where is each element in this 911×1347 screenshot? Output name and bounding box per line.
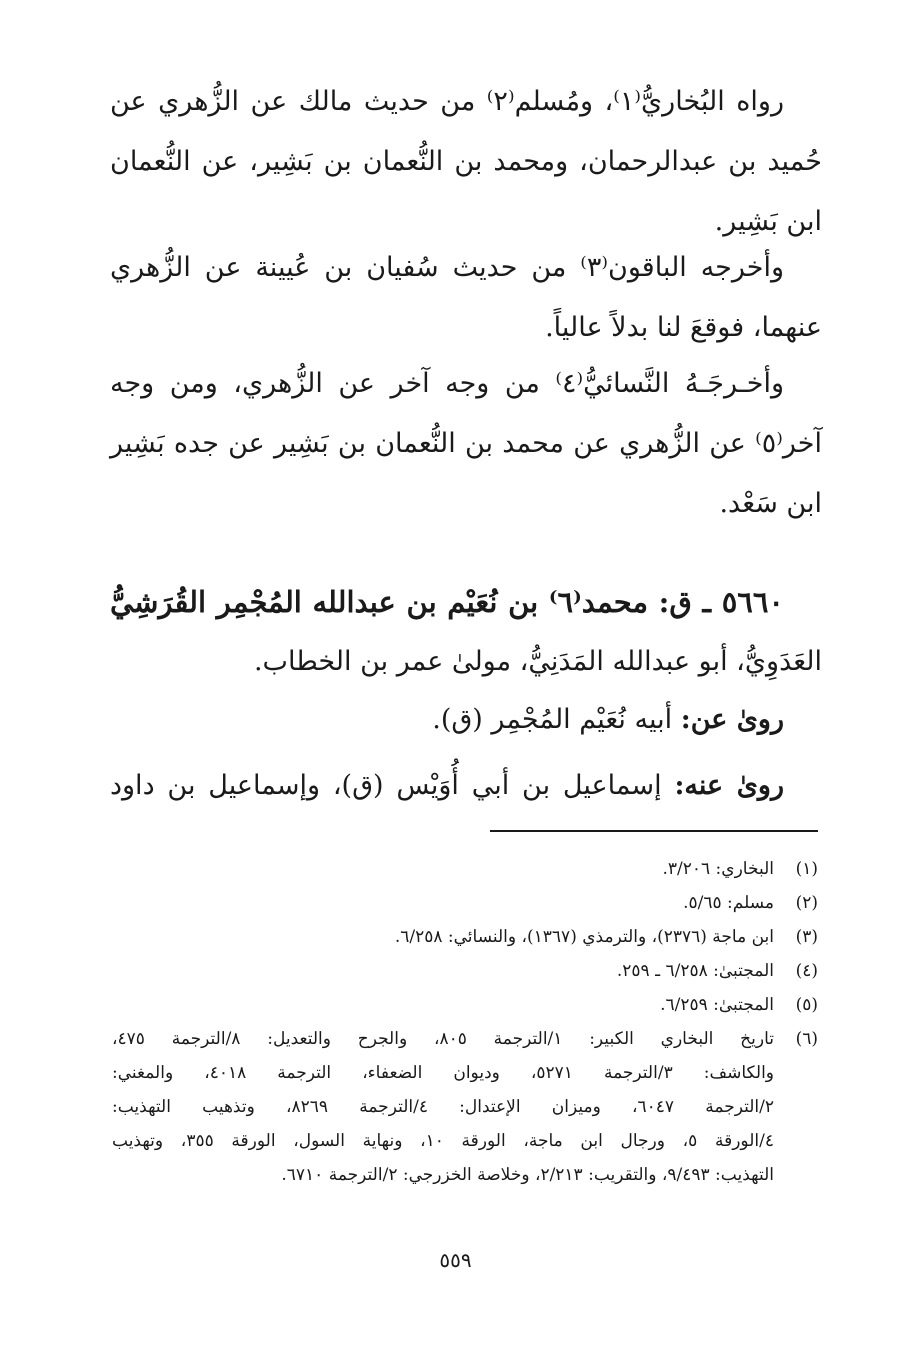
text-line: ابن سَعْد.	[719, 488, 822, 519]
footnote-5	[112, 988, 818, 1022]
footnote-2	[112, 886, 818, 920]
footnote-6	[112, 1022, 818, 1192]
footnote-1	[112, 852, 818, 886]
footnote-text: تاريخ البخاري الكبير: ١/الترجمة ٨٠٥، والجرح والتعديل: ٨/الترجمة ٤٧٥،	[112, 1029, 774, 1049]
text-line: وأخرجه الباقون⁽٣⁾ من حديث سُفيان بن عُيينة عن الزُّهري	[110, 252, 784, 283]
footnote-number: (٤)	[795, 961, 818, 981]
footnote-number: (٢)	[795, 893, 818, 913]
footnote-text: ٢/الترجمة ٦٠٤٧، وميزان الإعتدال: ٤/الترجمة ٨٢٦٩، وتذهيب التهذيب:	[112, 1097, 774, 1117]
footnote-separator	[490, 830, 818, 832]
footnote-text: ٤/الورقة ٥، ورجال ابن ماجة، الورقة ١٠، ونهاية السول، الورقة ٣٥٥، وتهذيب	[112, 1131, 774, 1151]
narrated-from-text: أبيه نُعَيْم المُجْمِر (ق).	[432, 704, 673, 735]
text-line: العَدَوِيُّ، أبو عبدالله المَدَنِيُّ، مولىٰ عمر بن الخطاب.	[253, 646, 822, 677]
text-line	[110, 690, 822, 750]
paragraph-3	[110, 354, 822, 534]
footnote-text: والكاشف: ٣/الترجمة ٥٢٧١، وديوان الضعفاء، الترجمة ٤٠١٨، والمغني:	[112, 1063, 774, 1083]
paragraph-1	[110, 72, 822, 252]
text-line: عنهما، فوقعَ لنا بدلاً عالياً.	[545, 312, 822, 343]
footnote-3	[112, 920, 818, 954]
narrated-from	[110, 690, 822, 750]
footnote-number: (٣)	[795, 927, 818, 947]
narrated-from-label: روىٰ عن:	[680, 704, 784, 735]
footnotes	[112, 852, 818, 1192]
footnote-number: (٥)	[795, 995, 818, 1015]
biography-entry	[110, 572, 822, 692]
footnote-text: البخاري: ٣/٢٠٦.	[662, 859, 774, 879]
footnote-4	[112, 954, 818, 988]
entry-heading: ٥٦٦٠ ـ ق: محمد⁽٦⁾ بن نُعَيْم بن عبدالله المُجْمِر القُرَشِيُّ	[110, 585, 784, 619]
footnote-number: (١)	[795, 859, 818, 879]
page-number: ٥٥٩	[439, 1248, 472, 1272]
narrated-by-text: إسماعيل بن أبي أُوَيْس (ق)، وإسماعيل بن داود	[110, 770, 662, 801]
footnote-text: التهذيب: ٩/٤٩٣، والتقريب: ٢/٢١٣، وخلاصة الخزرجي: ٢/الترجمة ٦٧١٠.	[281, 1165, 774, 1185]
footnote-text: المجتبىٰ: ٦/٢٥٨ ـ ٢٥٩.	[616, 961, 774, 981]
footnote-text: ابن ماجة (٢٣٧٦)، والترمذي (١٣٦٧)، والنسائي: ٦/٢٥٨.	[394, 927, 774, 947]
footnote-text: المجتبىٰ: ٦/٢٥٩.	[660, 995, 774, 1015]
paragraph-2	[110, 238, 822, 358]
text-line	[110, 756, 822, 816]
narrated-by-label: روىٰ عنه:	[674, 770, 784, 801]
narrated-by	[110, 756, 822, 816]
text-line: ابن بَشِير.	[714, 206, 822, 237]
text-line: رواه البُخاريُّ⁽١⁾، ومُسلم⁽٢⁾ من حديث مالك عن الزُّهري عن	[110, 86, 784, 117]
text-line: آخر⁽٥⁾ عن الزُّهري عن محمد بن النُّعمان بن بَشِير عن جده بَشِير	[110, 428, 822, 459]
text-line: حُميد بن عبدالرحمان، ومحمد بن النُّعمان بن بَشِير، عن النُّعمان	[110, 146, 822, 177]
footnote-text: مسلم: ٥/٦٥.	[683, 893, 774, 913]
text-line: وأخـرجَـهُ النَّسائيُّ⁽٤⁾ من وجه آخر عن الزُّهري، ومن وجه	[110, 368, 784, 399]
footnote-number: (٦)	[795, 1029, 818, 1049]
